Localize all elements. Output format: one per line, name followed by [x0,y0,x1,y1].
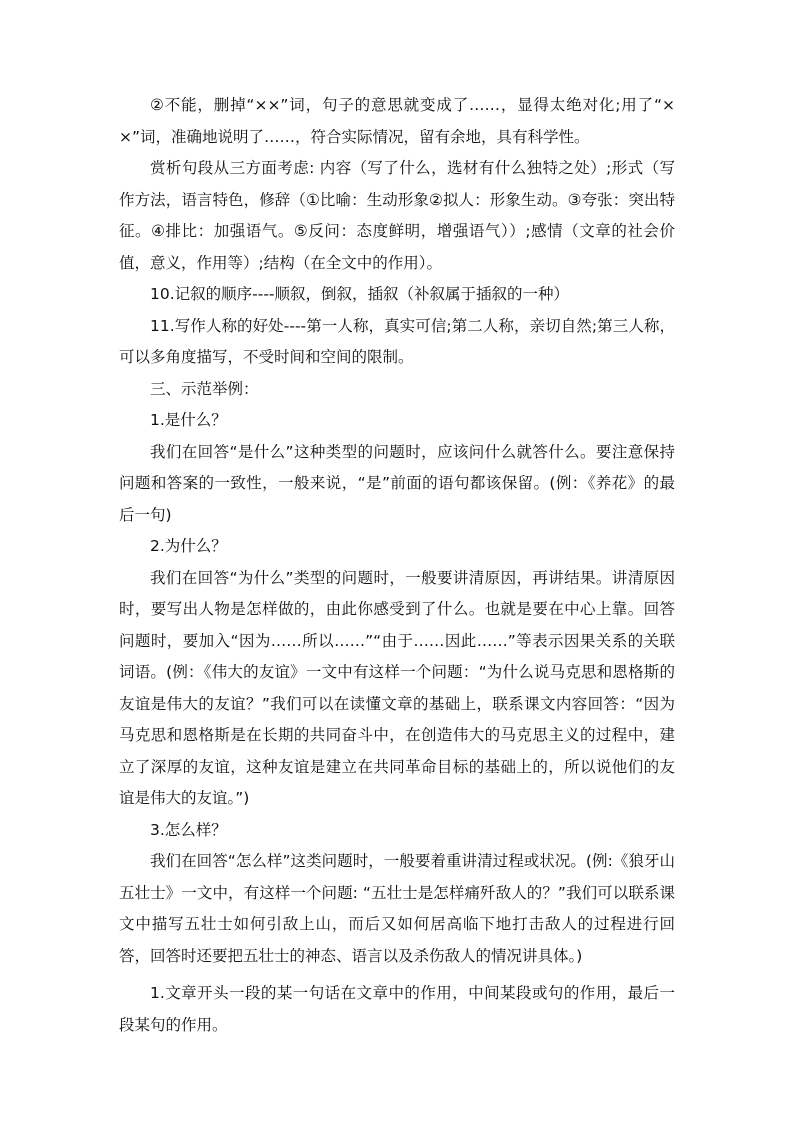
paragraph-what-answer: 我们在回答“是什么”这种类型的问题时，应该问什么就答什么。要注意保持问题和答案的一致性，一般来说，“是”前面的语句都该保留。(例：《养花》的最后一句) [119,442,675,524]
document-body [119,90,675,1041]
paragraph-appreciation-method: 赏析句段从三方面考虑: 内容（写了什么，选材有什么独特之处）;形式（写作方法，语言特色，修辞（①比喻：生动形象②拟人：形象生动。③夸张：突出特征。④排比：加强语气。⑤反问：态度鲜明，增强语气））;感情（文章的社会价值，意义，作用等）;结构（在全文中的作用）。 [119,159,675,272]
subheading-how: 3.怎么样？ [150,820,227,839]
paragraph-person-benefits: 11.写作人称的好处----第一人称，真实可信;第二人称，亲切自然;第三人称，可以多角度描写，不受时间和空间的限制。 [119,316,675,366]
section-heading-examples: 三、示范举例： [150,379,259,398]
paragraph-narrative-order: 10.记叙的顺序----顺叙，倒叙，插叙（补叙属于插叙的一种） [150,285,570,303]
paragraph-why-answer: 我们在回答“为什么”类型的问题时，一般要讲清原因，再讲结果。讲清原因时，要写出人物是怎样做的，由此你感受到了什么。也就是要在中心上靠。回答问题时，要加入“因为……所以……”“由于……因此……”等表示因果关系的关联词语。(例：《伟大的友谊》一文中有这样一个问题：“为什么说马克思和恩格斯的友谊是伟大的友谊？”我们可以在读懂文章的基础上，联系课文内容回答：“因为马克思和恩格斯是在长期的共同奋斗中，在创造伟大的马克思主义的过程中，建立了深厚的友谊，这种友谊是建立在共同革命目标的基础上的，所以说他们的友谊是伟大的友谊。”) [119,568,675,807]
paragraph-how-answer: 我们在回答“怎么样”这类问题时，一般要着重讲清过程或状况。(例:《狼牙山五壮士》一文中，有这样一个问题: “五壮士是怎样痛歼敌人的？”我们可以联系课文中描写五壮士如何引敌上山，而后又如何居高临下地打击敌人的过程进行回答，回答时还要把五壮士的神态、语言以及杀伤敌人的情况讲具体。) [119,852,675,965]
paragraph-sentence-function: 1.文章开头一段的某一句话在文章中的作用，中间某段或句的作用，最后一段某句的作用。 [119,984,675,1034]
subheading-what: 1.是什么？ [150,411,227,429]
paragraph-meaning-change: ②不能，删掉“××”词，句子的意思就变成了……，显得太绝对化;用了“××”词，准确地说明了……，符合实际情况，留有余地，具有科学性。 [119,96,675,146]
subheading-why: 2.为什么？ [150,537,227,555]
